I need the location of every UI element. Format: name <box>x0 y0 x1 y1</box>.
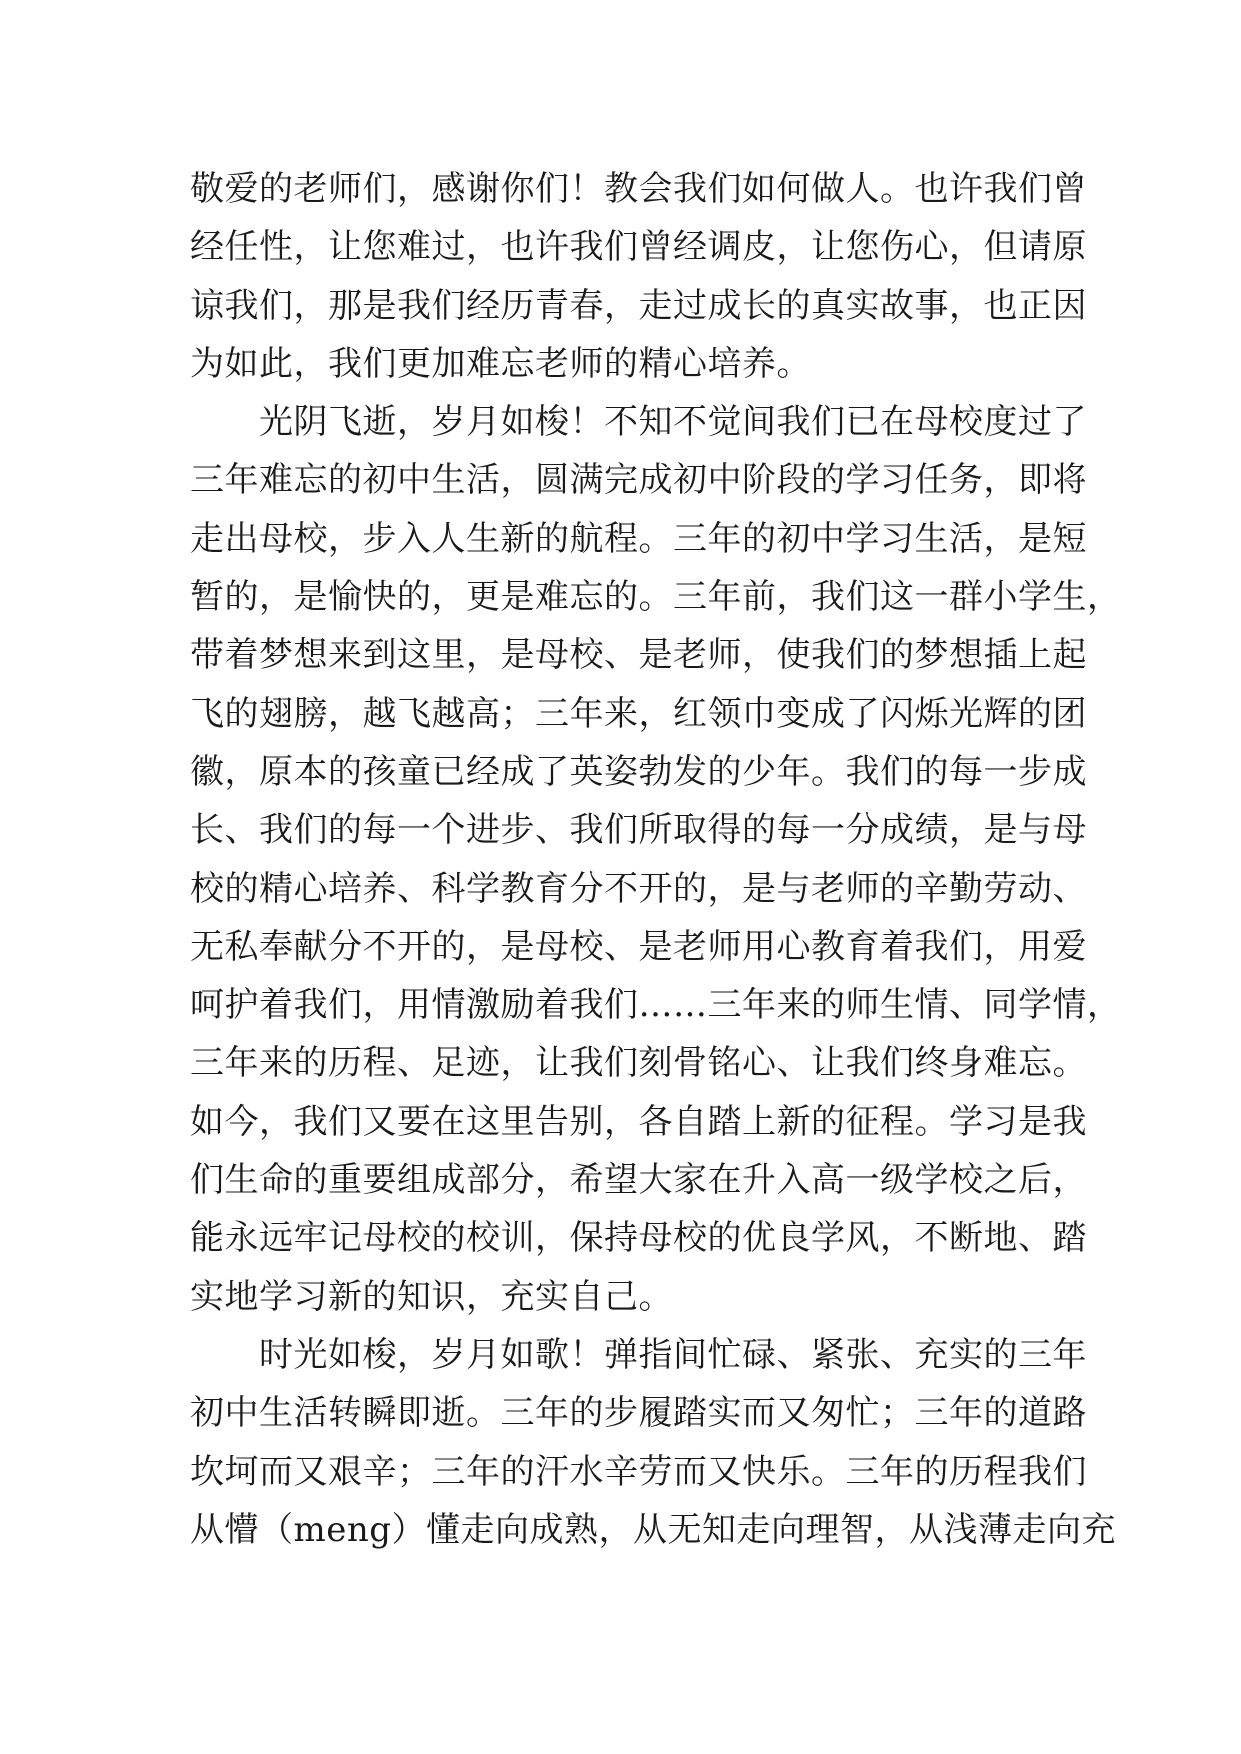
text-line: 飞的翅膀，越飞越高；三年来，红领巾变成了闪烁光辉的团 <box>190 693 1087 734</box>
text-line: 三年难忘的初中生活，圆满完成初中阶段的学习任务，即将 <box>190 460 1087 501</box>
text-line: 为如此，我们更加难忘老师的精心培养。 <box>190 343 811 384</box>
text-line: 时光如梭，岁月如歌！弹指间忙碌、紧张、充实的三年 <box>190 1334 1087 1375</box>
body-text <box>190 160 1122 1559</box>
text-line: 校的精心培养、科学教育分不开的，是与老师的辛勤劳动、 <box>190 868 1087 909</box>
text-line: 们生命的重要组成部分，希望大家在升入高一级学校之后， <box>190 1160 1087 1201</box>
text-line: 能永远牢记母校的校训，保持母校的优良学风，不断地、踏 <box>190 1218 1087 1259</box>
text-line: 从懵（meng）懂走向成熟，从无知走向理智，从浅薄走向充 <box>190 1509 1117 1550</box>
text-line: 如今，我们又要在这里告别，各自踏上新的征程。学习是我 <box>190 1101 1087 1142</box>
text-line: 坎坷而又艰辛；三年的汗水辛劳而又快乐。三年的历程我们 <box>190 1451 1087 1492</box>
text-line: 带着梦想来到这里，是母校、是老师，使我们的梦想插上起 <box>190 635 1087 676</box>
text-line: 实地学习新的知识，充实自己。 <box>190 1276 673 1317</box>
text-line: 谅我们，那是我们经历青春，走过成长的真实故事，也正因 <box>190 285 1087 326</box>
text-line: 无私奉献分不开的，是母校、是老师用心教育着我们，用爱 <box>190 926 1087 967</box>
text-line: 三年来的历程、足迹，让我们刻骨铭心、让我们终身难忘。 <box>190 1043 1087 1084</box>
text-line: 初中生活转瞬即逝。三年的步履踏实而又匆忙；三年的道路 <box>190 1393 1087 1434</box>
text-line: 暂的，是愉快的，更是难忘的。三年前，我们这一群小学生， <box>190 577 1122 618</box>
text-line: 走出母校，步入人生新的航程。三年的初中学习生活，是短 <box>190 518 1087 559</box>
text-line: 徽，原本的孩童已经成了英姿勃发的少年。我们的每一步成 <box>190 751 1087 792</box>
text-line: 经任性，让您难过，也许我们曾经调皮，让您伤心，但请原 <box>190 227 1087 268</box>
text-line: 呵护着我们，用情激励着我们……三年来的师生情、同学情， <box>190 985 1122 1026</box>
text-line: 光阴飞逝，岁月如梭！不知不觉间我们已在母校度过了 <box>190 402 1087 443</box>
text-line: 敬爱的老师们，感谢你们！教会我们如何做人。也许我们曾 <box>190 169 1087 209</box>
text-line: 长、我们的每一个进步、我们所取得的每一分成绩，是与母 <box>190 810 1087 851</box>
